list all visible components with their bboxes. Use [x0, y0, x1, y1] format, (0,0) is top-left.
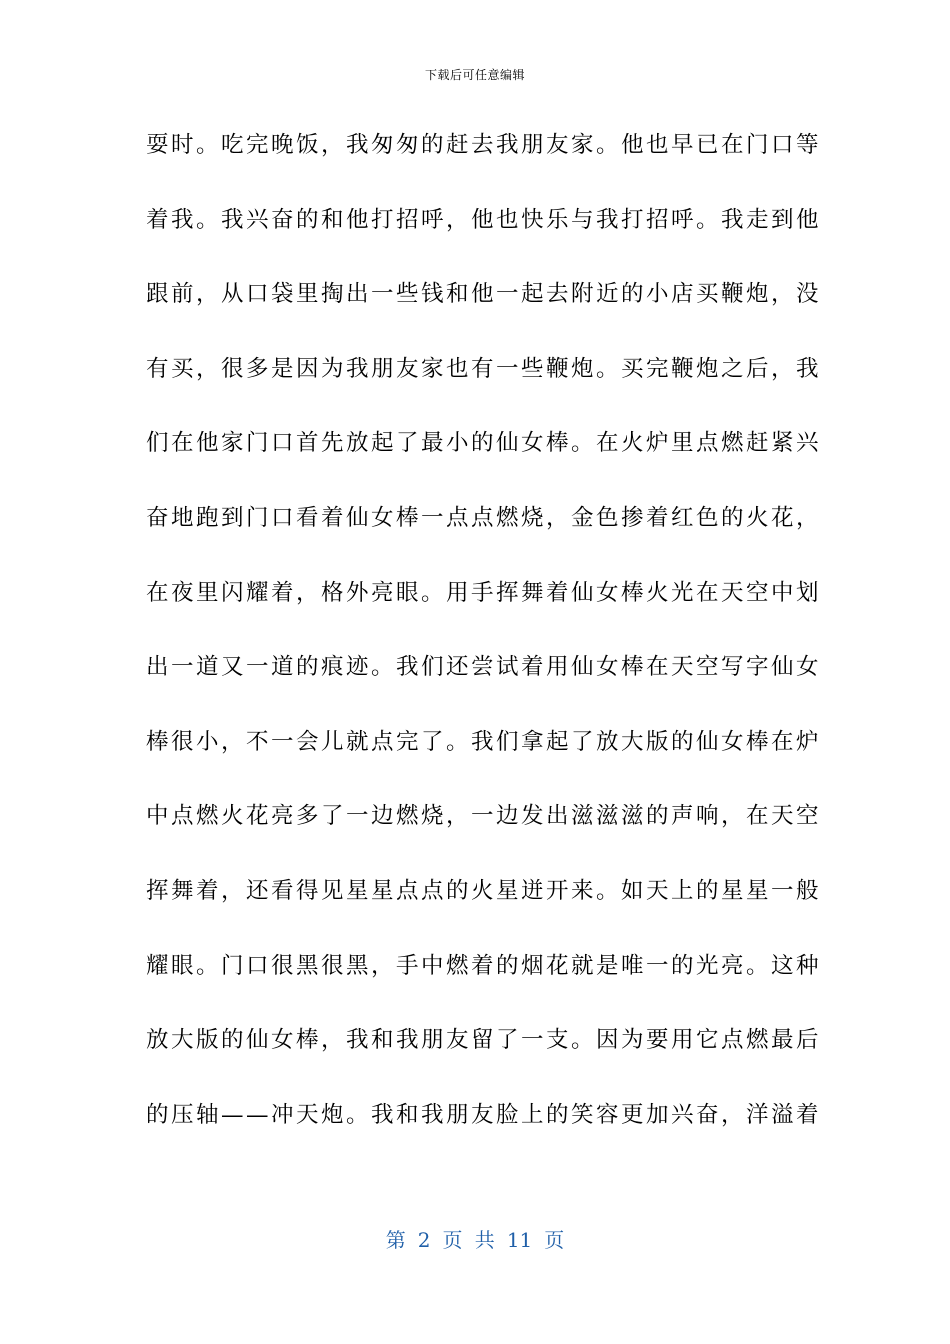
body-line: 有买，很多是因为我朋友家也有一些鞭炮。买完鞭炮之后，我 [146, 355, 822, 382]
body-line: 挥舞着，还看得见星星点点的火星迸开来。如天上的星星一般 [146, 877, 822, 904]
body-line: 出一道又一道的痕迹。我们还尝试着用仙女棒在天空写字仙女 [146, 654, 822, 681]
body-line: 放大版的仙女棒，我和我朋友留了一支。因为要用它点燃最后 [146, 1027, 822, 1054]
footer-suffix: 页 [544, 1228, 565, 1252]
body-line: 棒很小，不一会儿就点完了。我们拿起了放大版的仙女棒在炉 [146, 728, 822, 755]
body-line: 在夜里闪耀着，格外亮眼。用手挥舞着仙女棒火光在天空中划 [146, 579, 822, 606]
page-header: 下载后可任意编辑 [424, 68, 525, 82]
footer-middle: 页 共 [442, 1228, 495, 1252]
current-page-number: 2 [417, 1228, 431, 1252]
body-line: 们在他家门口首先放起了最小的仙女棒。在火炉里点燃赶紧兴 [146, 430, 822, 457]
body-line: 着我。我兴奋的和他打招呼，他也快乐与我打招呼。我走到他 [146, 206, 822, 233]
body-line: 跟前，从口袋里掏出一些钱和他一起去附近的小店买鞭炮，没 [146, 281, 822, 308]
page-footer [0, 1224, 950, 1253]
body-line: 的压轴——冲天炮。我和我朋友脸上的笑容更加兴奋，洋溢着 [146, 1101, 822, 1128]
body-line: 耍时。吃完晚饭，我匆匆的赶去我朋友家。他也早已在门口等 [146, 132, 822, 158]
body-line: 中点燃火花亮多了一边燃烧，一边发出滋滋滋的声响，在天空 [146, 803, 822, 830]
body-line: 奋地跑到门口看着仙女棒一点点燃烧，金色掺着红色的火花， [146, 504, 822, 531]
body-line: 耀眼。门口很黑很黑，手中燃着的烟花就是唯一的光亮。这种 [146, 952, 822, 979]
footer-prefix: 第 [385, 1228, 406, 1252]
document-body [146, 122, 822, 1166]
total-page-count: 11 [506, 1228, 533, 1252]
